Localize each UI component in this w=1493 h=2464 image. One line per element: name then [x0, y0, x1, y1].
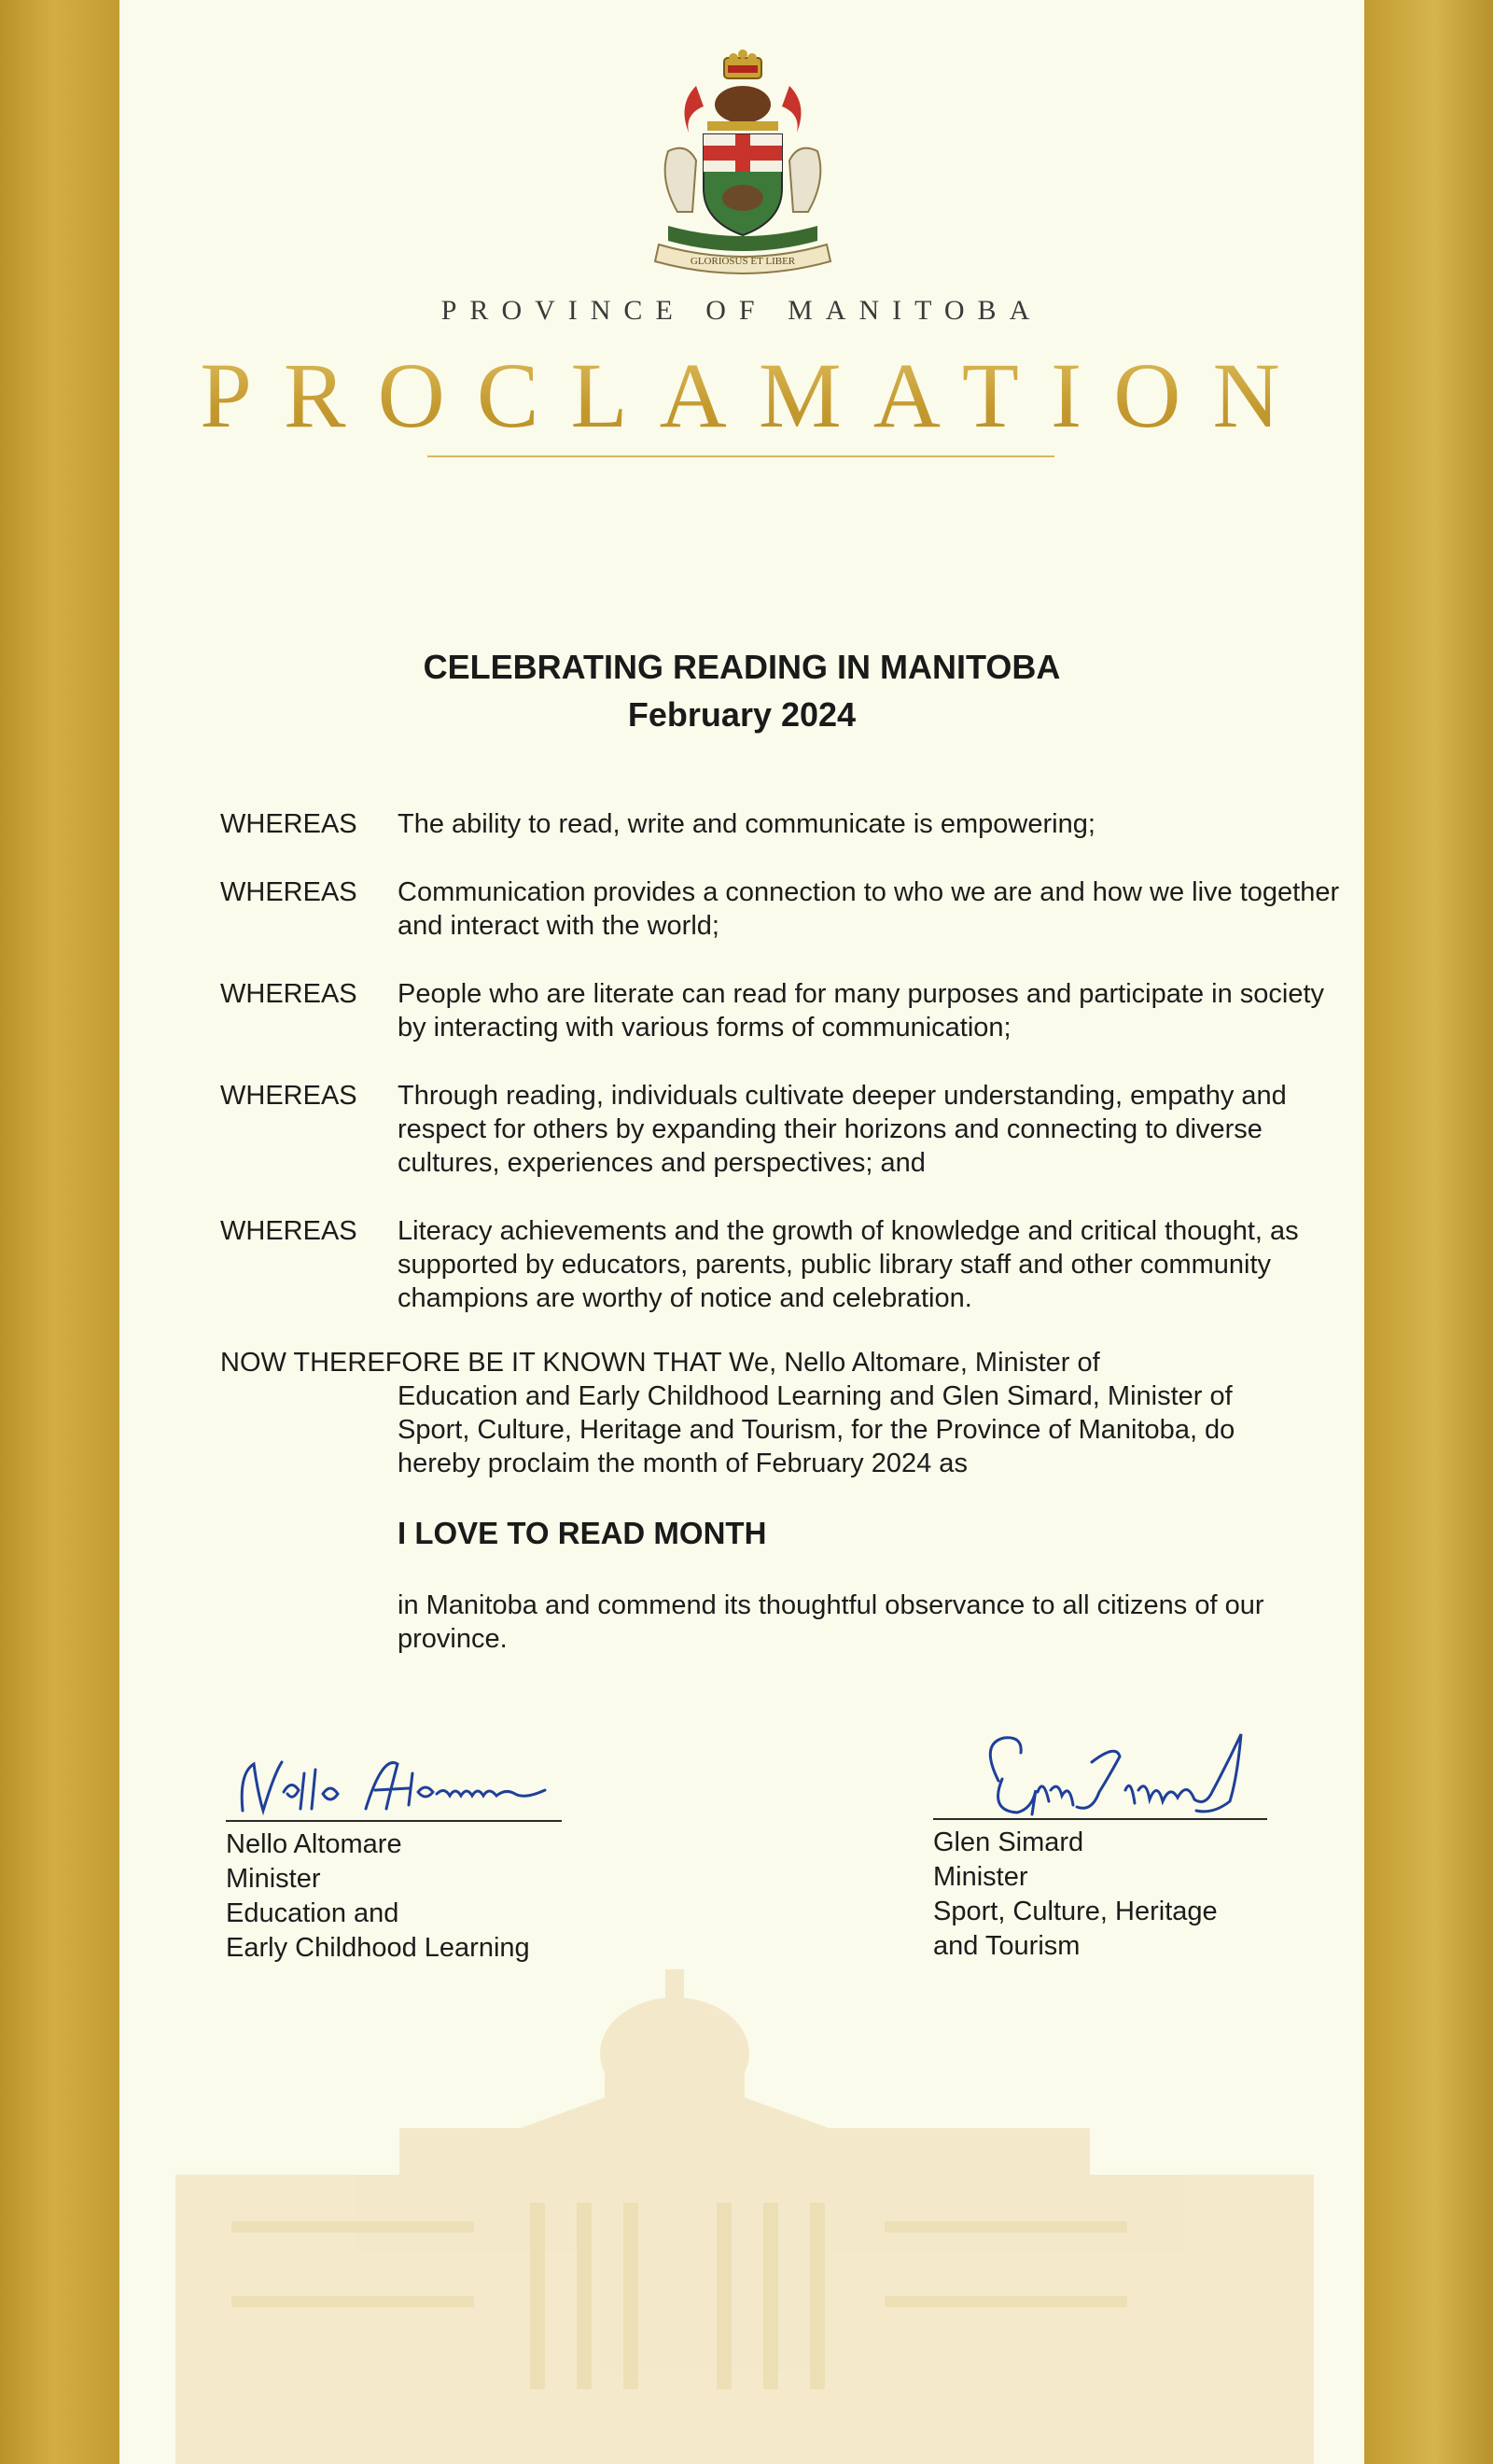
gold-border-left — [0, 0, 119, 2464]
clause-keyword: WHEREAS — [220, 1081, 357, 1111]
signatory-name: Nello Altomare — [226, 1829, 402, 1859]
clause-text: Through reading, individuals cultivate deeper understanding, empathy and respect for others by expanding their horizons and connecting to diverse cultures, experiences and perspectives; and — [398, 1081, 1287, 1178]
proclamation-statement — [220, 1346, 1265, 1480]
observance-text: in Manitoba and commend its thoughtful observance to all citizens of our province. — [398, 1590, 1264, 1654]
province-heading: PROVINCE OF MANITOBA — [440, 295, 1043, 326]
signatory-role: Minister — [226, 1864, 321, 1894]
proclamation-subject: CELEBRATING READING IN MANITOBA — [423, 648, 1061, 686]
proclamation-date: February 2024 — [627, 695, 857, 734]
clause-text: Literacy achievements and the growth of knowledge and critical thought, as supported by educators, parents, public library staff and other community champions are worthy of notice and celebration. — [398, 1216, 1299, 1313]
clause-keyword: WHEREAS — [220, 809, 357, 839]
title-divider — [427, 455, 1054, 457]
signature-simard — [933, 1725, 1269, 1818]
signature-line — [226, 1820, 562, 1822]
manitoba-coat-of-arms — [631, 49, 855, 282]
signatory-portfolio: Education and — [226, 1898, 399, 1928]
clause-keyword: WHEREAS — [220, 979, 357, 1009]
clause-text: People who are literate can read for many purposes and participate in society by interacting with various forms of communication; — [398, 979, 1325, 1043]
clause-keyword: WHEREAS — [220, 877, 357, 907]
signature-line — [933, 1818, 1267, 1820]
proclamation-title: PROCLAMATION — [119, 340, 1364, 452]
signature-block-simard — [933, 1725, 1364, 1964]
proclamation-sheet — [119, 0, 1364, 2464]
proclaimed-month: I LOVE TO READ MONTH — [398, 1516, 767, 1550]
clause-keyword: WHEREAS — [220, 1216, 357, 1246]
clause-text: The ability to read, write and communicate is empowering; — [398, 809, 1095, 839]
signature-altomare — [226, 1736, 562, 1820]
crest-motto: GLORIOSUS ET LIBER — [690, 256, 796, 267]
signatory-portfolio: Early Childhood Learning — [226, 1933, 530, 1963]
statement-lead: NOW THEREFORE BE IT KNOWN THAT We, Nello Altomare, Minister of — [220, 1348, 1100, 1378]
clause-text: Communication provides a connection to who we are and how we live together and interact with the world; — [398, 877, 1340, 941]
signatory-portfolio: Sport, Culture, Heritage — [933, 1897, 1218, 1926]
signature-block-altomare — [226, 1736, 562, 1966]
statement-body: Education and Early Childhood Learning and Glen Simard, Minister of Sport, Culture, Heritage and Tourism, for the Province of Manitoba, do hereby proclaim the month of February 2024 as — [398, 1381, 1235, 1478]
signatory-portfolio: and Tourism — [933, 1931, 1081, 1961]
gold-border-right — [1364, 0, 1493, 2464]
signatory-role: Minister — [933, 1862, 1028, 1892]
signatory-name: Glen Simard — [933, 1827, 1084, 1857]
